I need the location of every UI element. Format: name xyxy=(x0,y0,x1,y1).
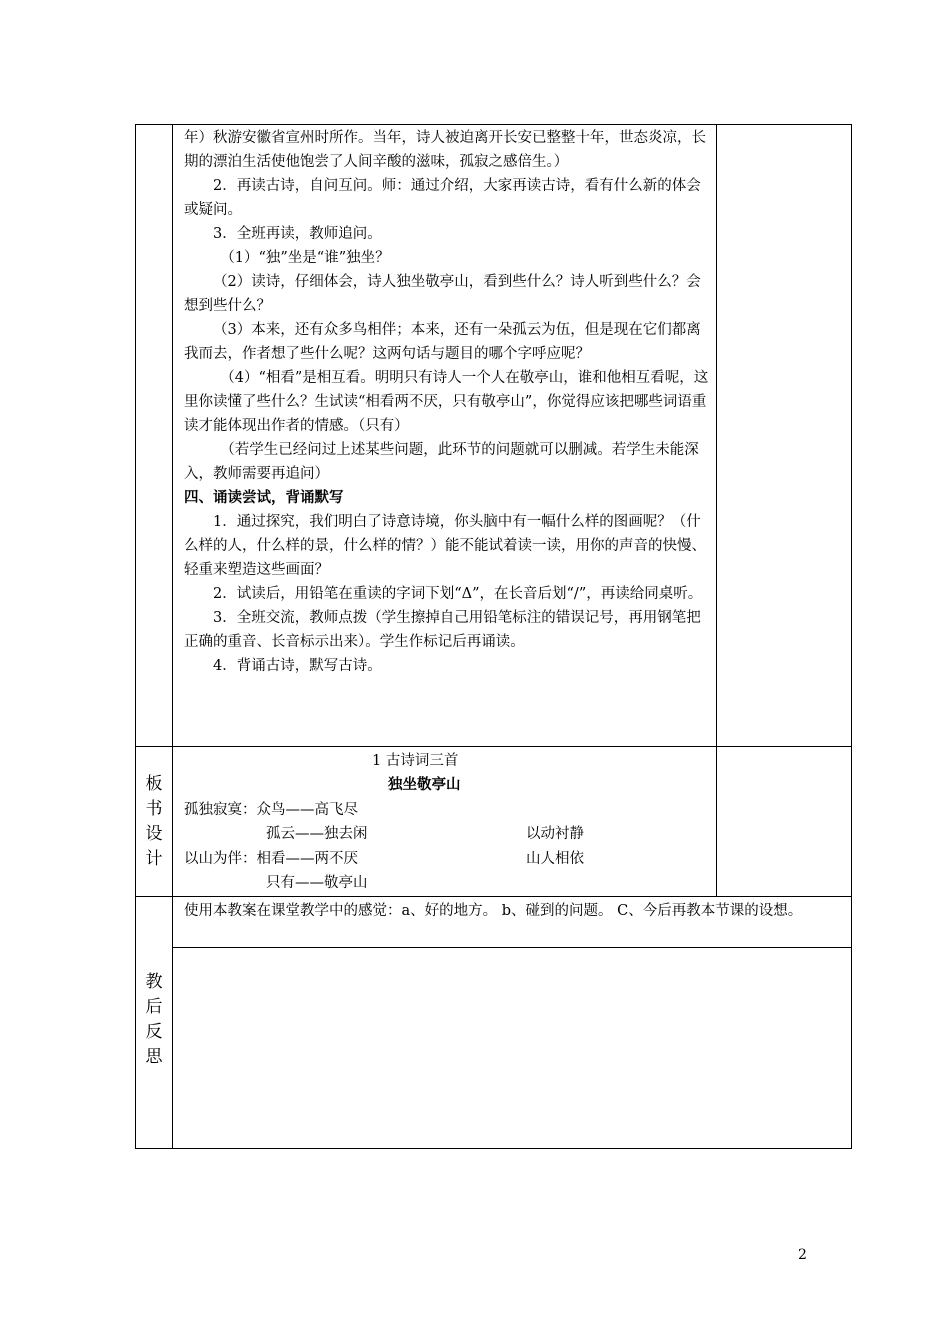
table-bottom-border xyxy=(135,1148,852,1149)
label-column-divider xyxy=(172,124,173,1149)
lesson-paragraph: （3）本来，还有众多鸟相伴；本来，还有一朵孤云为伍，但是现在它们都离我而去，作者想了些什么呢？这两句话与题目的哪个字呼应呢？ xyxy=(184,322,701,362)
lesson-paragraph: （1）“独”坐是“谁”独坐？ xyxy=(220,250,390,266)
reflection-prompt-text: 使用本教案在课堂教学中的感觉：a、好的地方。 b、碰到的问题。 C、今后再教本节课的设想。 xyxy=(184,903,803,919)
reflection-label xyxy=(136,970,172,1070)
board-line-1-left: 孤独寂寞：众鸟——高飞尽 xyxy=(184,802,358,818)
table-right-border xyxy=(851,124,852,1149)
reflection-section-top-border xyxy=(135,896,852,897)
table-top-border xyxy=(135,124,852,125)
lesson-paragraph: 2．再读古诗，自问互问。师：通过介绍，大家再读古诗，看有什么新的体会或疑问。 xyxy=(184,178,701,218)
board-lesson-title: 1 古诗词三首 xyxy=(372,753,459,769)
board-label-char: 书 xyxy=(145,799,163,819)
lesson-paragraph: （4）“相看”是相互看。明明只有诗人一个人在敬亭山，谁和他相互看呢，这里你读懂了些什么？生试读“相看两不厌，只有敬亭山”，你觉得应该把哪些词语重读才能体现出作者的情感。（只有） xyxy=(184,370,709,434)
board-line-3-left: 以山为伴：相看——两不厌 xyxy=(184,851,358,867)
board-line-3-right: 山人相依 xyxy=(526,851,584,867)
reflection-label-char: 反 xyxy=(145,1022,163,1042)
reflection-label-char: 思 xyxy=(145,1047,163,1067)
board-design-label xyxy=(136,772,172,872)
lesson-paragraph: 年）秋游安徽省宣州时所作。当年，诗人被迫离开长安已整整十年，世态炎凉，长期的漂泊生活使他饱尝了人间辛酸的滋味，孤寂之感倍生。） xyxy=(184,130,706,170)
lesson-paragraph: （2）读诗，仔细体会，诗人独坐敬亭山，看到些什么？诗人听到些什么？会想到些什么？ xyxy=(184,274,701,314)
reflection-prompt-divider xyxy=(172,947,852,948)
lesson-paragraph: （若学生已经问过上述某些问题，此环节的问题就可以删减。若学生未能深入，教师需要再追问） xyxy=(184,442,699,482)
lesson-process-text xyxy=(184,126,711,678)
reflection-prompt xyxy=(184,899,846,923)
notes-column-divider xyxy=(716,124,717,897)
reflection-label-char: 后 xyxy=(145,997,163,1017)
board-line-2-left: 孤云——独去闲 xyxy=(266,826,368,842)
board-label-char: 板 xyxy=(145,774,163,794)
lesson-paragraph: 3．全班再读，教师追问。 xyxy=(213,226,382,242)
board-label-char: 计 xyxy=(145,849,163,869)
board-line-4-left: 只有——敬亭山 xyxy=(266,875,368,891)
board-line-2-right: 以动衬静 xyxy=(526,826,584,842)
reflection-label-char: 教 xyxy=(145,972,163,992)
lesson-paragraph: 3．全班交流，教师点拨（学生擦掉自己用铅笔标注的错误记号，再用钢笔把正确的重音、长音标示出来）。学生作标记后再诵读。 xyxy=(184,610,701,650)
section-heading: 四、诵读尝试，背诵默写 xyxy=(184,490,344,506)
page-number: 2 xyxy=(798,1247,807,1263)
board-poem-title: 独坐敬亭山 xyxy=(388,777,461,793)
lesson-paragraph: 2．试读后，用铅笔在重读的字词下划“Δ”，在长音后划“/”，再读给同桌听。 xyxy=(213,586,703,602)
lesson-paragraph: 1．通过探究，我们明白了诗意诗境，你头脑中有一幅什么样的图画呢？（什么样的人，什么样的景，什么样的情？）能不能试着读一读，用你的声音的快慢、轻重来塑造这些画面？ xyxy=(184,514,706,578)
lesson-paragraph: 4．背诵古诗，默写古诗。 xyxy=(213,658,382,674)
board-section-top-border xyxy=(135,746,852,747)
board-label-char: 设 xyxy=(145,824,163,844)
